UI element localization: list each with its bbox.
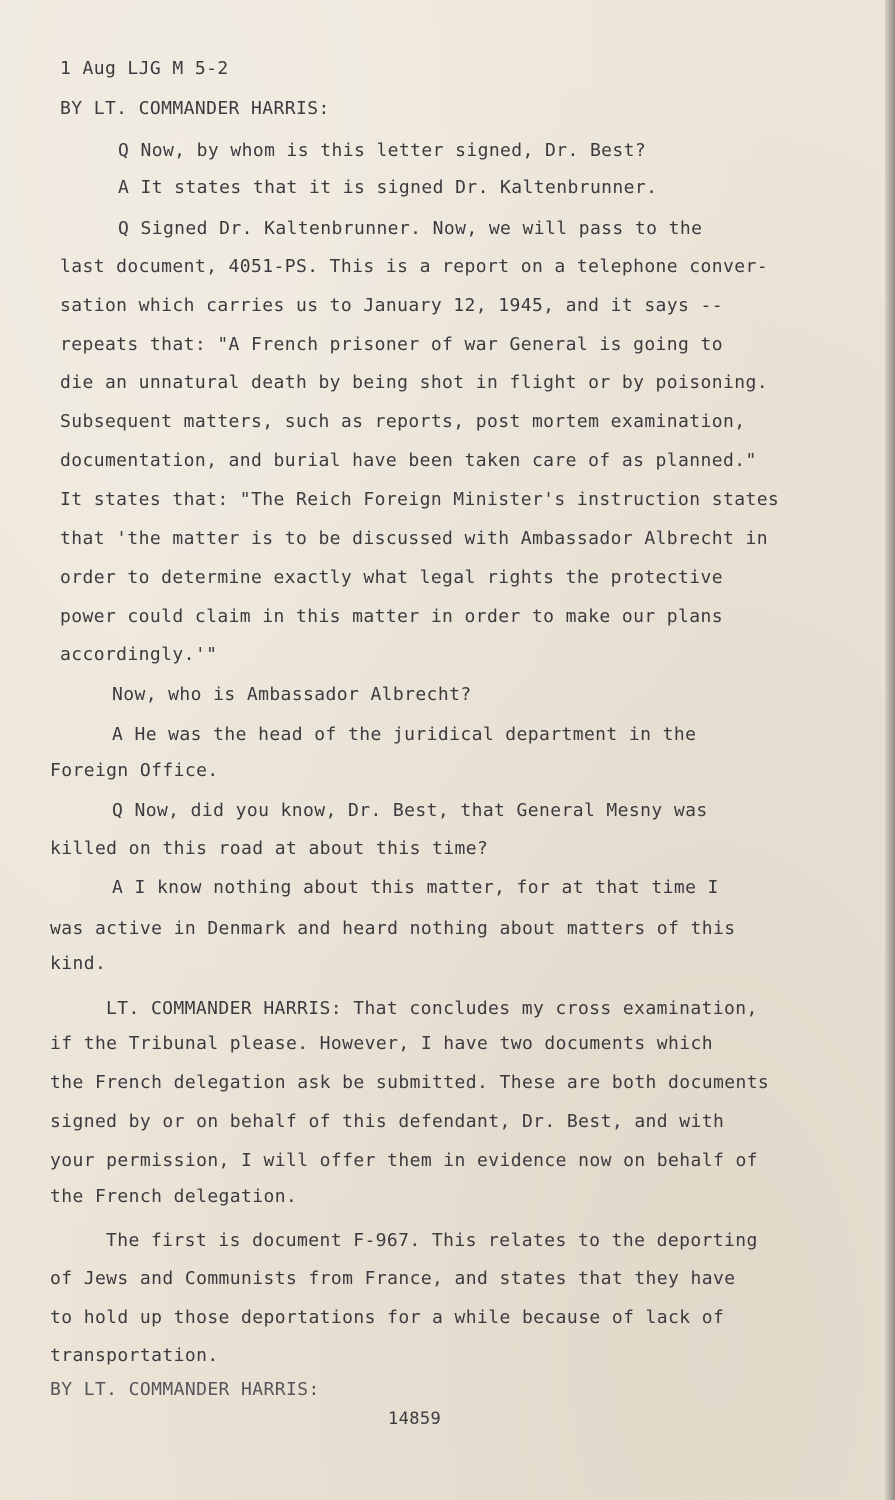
transcript-line-5: sation which carries us to January 12, 1945, and it says -- <box>60 295 723 316</box>
transcript-line-19: killed on this road at about this time? <box>50 838 489 859</box>
transcript-line-12: order to determine exactly what legal rights the protective <box>60 567 723 588</box>
transcript-line-14: accordingly.'" <box>60 644 218 665</box>
transcript-line-9: documentation, and burial have been taken care of as planned." <box>60 450 757 471</box>
transcript-line-3: Q Signed Dr. Kaltenbrunner. Now, we will pass to the <box>118 218 703 239</box>
transcript-line-10: It states that: "The Reich Foreign Minister's instruction states <box>60 489 780 510</box>
transcript-line-15: Now, who is Ambassador Albrecht? <box>112 684 472 705</box>
transcript-line-20: A I know nothing about this matter, for at that time I <box>112 877 719 898</box>
transcript-line-24: if the Tribunal please. However, I have two documents which <box>50 1033 713 1054</box>
transcript-line-16: A He was the head of the juridical department in the <box>112 724 697 745</box>
transcript-line-29: The first is document F-967. This relates to the deporting <box>106 1230 758 1251</box>
transcript-line-8: Subsequent matters, such as reports, post mortem examination, <box>60 411 746 432</box>
transcript-line-21: was active in Denmark and heard nothing about matters of this <box>50 918 736 939</box>
transcript-line-31: to hold up those deportations for a while because of lack of <box>50 1307 725 1328</box>
transcript-line-27: your permission, I will offer them in evidence now on behalf of <box>50 1150 758 1171</box>
page-edge <box>885 0 895 1500</box>
transcript-line-13: power could claim in this matter in order to make our plans <box>60 606 723 627</box>
transcript-line-11: that 'the matter is to be discussed with Ambassador Albrecht in <box>60 528 768 549</box>
transcript-line-6: repeats that: "A French prisoner of war General is going to <box>60 334 723 355</box>
transcript-line-4: last document, 4051-PS. This is a report on a telephone conver- <box>60 256 768 277</box>
page-number: 14859 <box>388 1409 442 1429</box>
transcript-line-33: BY LT. COMMANDER HARRIS: <box>50 1379 320 1400</box>
transcript-line-25: the French delegation ask be submitted. These are both documents <box>50 1072 770 1093</box>
examiner-heading: BY LT. COMMANDER HARRIS: <box>60 98 330 119</box>
transcript-line-26: signed by or on behalf of this defendant, Dr. Best, and with <box>50 1111 725 1132</box>
transcript-line-28: the French delegation. <box>50 1186 298 1207</box>
transcript-line-23: LT. COMMANDER HARRIS: That concludes my cross examination, <box>106 998 758 1019</box>
transcript-line-17: Foreign Office. <box>50 760 219 781</box>
transcript-line-32: transportation. <box>50 1345 219 1366</box>
header-reference: 1 Aug LJG M 5-2 <box>60 58 229 79</box>
transcript-line-22: kind. <box>50 953 107 974</box>
transcript-line-2: A It states that it is signed Dr. Kaltenbrunner. <box>118 177 658 198</box>
transcript-line-18: Q Now, did you know, Dr. Best, that General Mesny was <box>112 800 708 821</box>
transcript-line-7: die an unnatural death by being shot in flight or by poisoning. <box>60 372 768 393</box>
transcript-line-30: of Jews and Communists from France, and states that they have <box>50 1268 736 1289</box>
transcript-line-1: Q Now, by whom is this letter signed, Dr. Best? <box>118 140 647 161</box>
